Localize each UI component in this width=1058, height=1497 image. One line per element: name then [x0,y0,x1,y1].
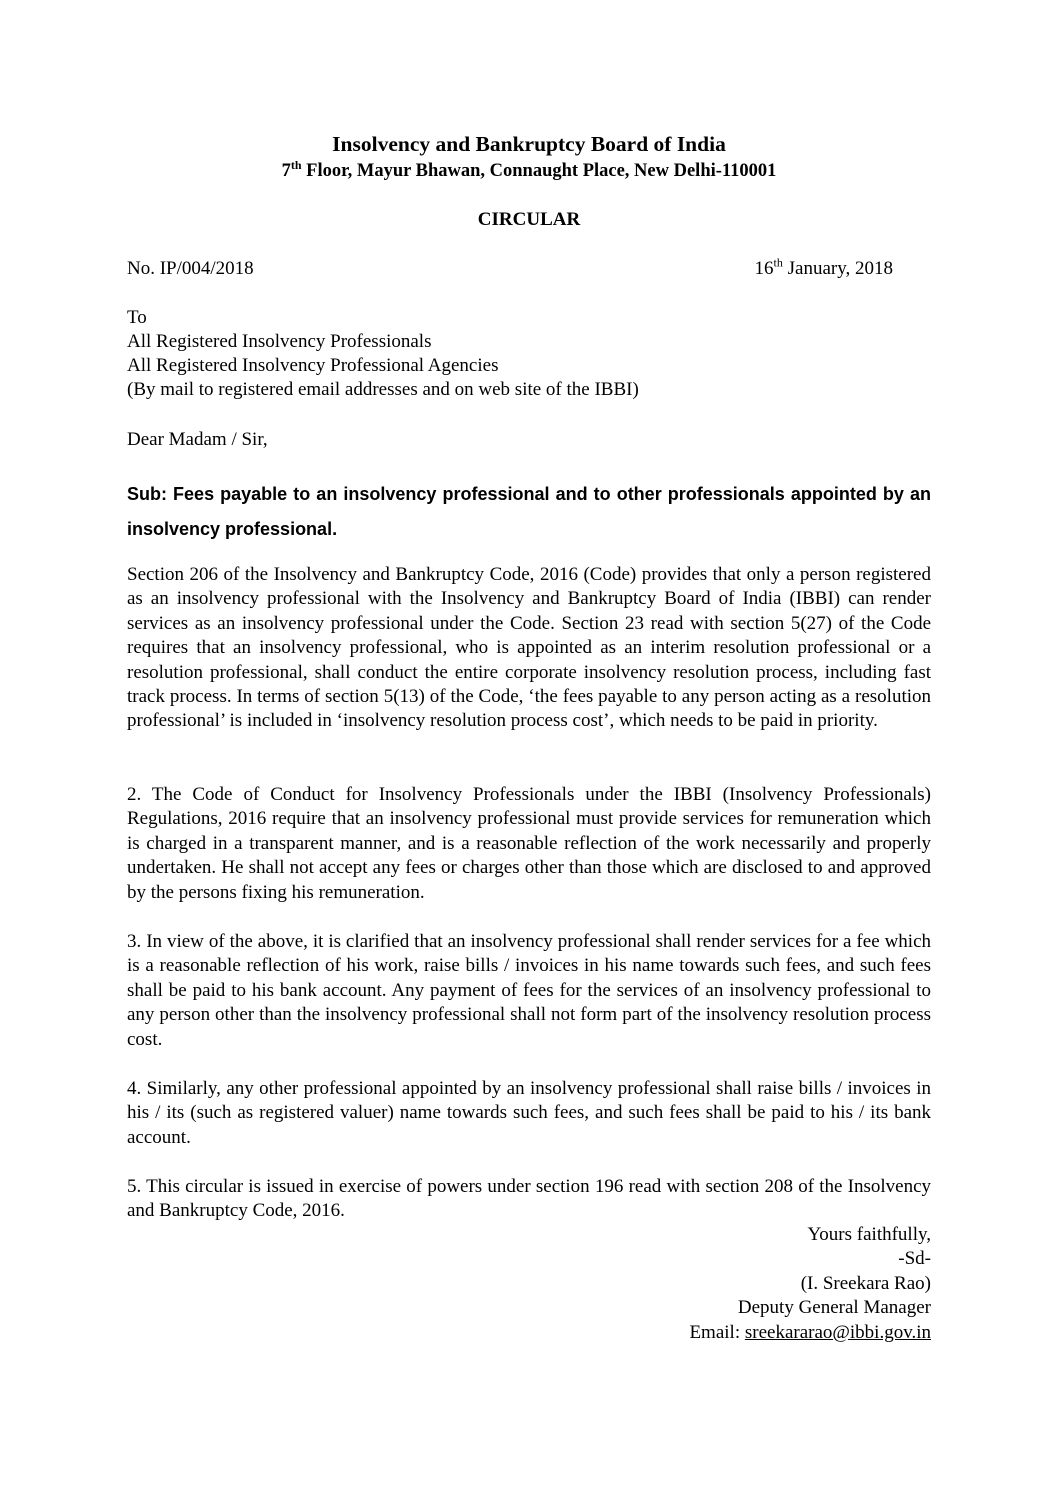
addressee-to: To [127,307,147,328]
addressee-line-3: (By mail to registered email addresses and on web site of the IBBI) [127,379,639,400]
paragraph-5: 5. This circular is issued in exercise of powers under section 196 read with section 208 of the Insolvency and Bankruptcy Code, 2016. [127,1176,931,1222]
reference-row [127,257,893,281]
paragraph-3: 3. In view of the above, it is clarified that an insolvency professional shall render services for a fee which is a reasonable reflection of his work, raise bills / invoices in his name towards such fees, and such fees shall be paid to his bank account. Any payment of fees for the services of an insolvency professional to any person other than the insolvency professional shall not form part of the insolvency resolution process cost. [127,931,931,1050]
organization-name: Insolvency and Bankruptcy Board of India [332,132,726,156]
circular-date [755,257,893,281]
paragraph-4: 4. Similarly, any other professional appointed by an insolvency professional shall raise bills / invoices in his / its (such as registered valuer) name towards such fees, and such fees shall be paid to his / its bank account. [127,1078,931,1148]
date-rest: January, 2018 [782,258,893,279]
address-floor-number: 7 [281,161,291,181]
salutation: Dear Madam / Sir, [127,429,268,450]
date-suffix: th [773,255,783,270]
signatory-name: (I. Sreekara Rao) [800,1272,931,1294]
paragraph-1: Section 206 of the Insolvency and Bankruptcy Code, 2016 (Code) provides that only a person registered as an insolvency professional with the Insolvency and Bankruptcy Board of India (IBBI) can render services as an insolvency professional under the Code. Section 23 read with section 5(27) of the Code requires that an insolvency professional, who is appointed as an interim resolution professional or a resolution professional, shall conduct the entire corporate insolvency resolution process, including fast track process. In terms of section 5(13) of the Code, ‘the fees payable to any person acting as a resolution professional’ is included in ‘insolvency resolution process cost’, which needs to be paid in priority. [127,564,931,732]
signed-mark: -Sd- [898,1248,931,1270]
addressee-line-2: All Registered Insolvency Professional Agencies [127,355,499,376]
signatory-designation: Deputy General Manager [737,1297,931,1319]
circular-title: CIRCULAR [477,209,581,230]
signature-block [689,1223,931,1345]
email-link[interactable]: sreekararao@ibbi.gov.in [744,1321,931,1343]
addressee-line-1: All Registered Insolvency Professionals [127,331,432,352]
date-day: 16 [754,258,774,279]
addressee-block [127,306,927,402]
paragraph-2: 2. The Code of Conduct for Insolvency Professionals under the IBBI (Insolvency Professionals) Regulations, 2016 require that an insolvency professional must provide services for remuneration which is charged in a transparent manner, and is a reasonable reflection of the work necessarily and properly undertaken. He shall not accept any fees or charges other than those which are disclosed to and approved by the persons fixing his remuneration. [127,784,931,903]
closing: Yours faithfully, [807,1224,931,1245]
organization-address [0,158,1058,184]
email-label: Email: [689,1321,745,1343]
subject-line: Sub: Fees payable to an insolvency professional and to other professionals appointed by an insolvency professional. [127,484,931,539]
circular-number: No. IP/004/2018 [127,258,254,279]
address-floor-suffix: th [290,157,302,172]
address-rest: Floor, Mayur Bhawan, Connaught Place, New Delhi-110001 [301,161,777,181]
signatory-email-line [689,1321,931,1345]
